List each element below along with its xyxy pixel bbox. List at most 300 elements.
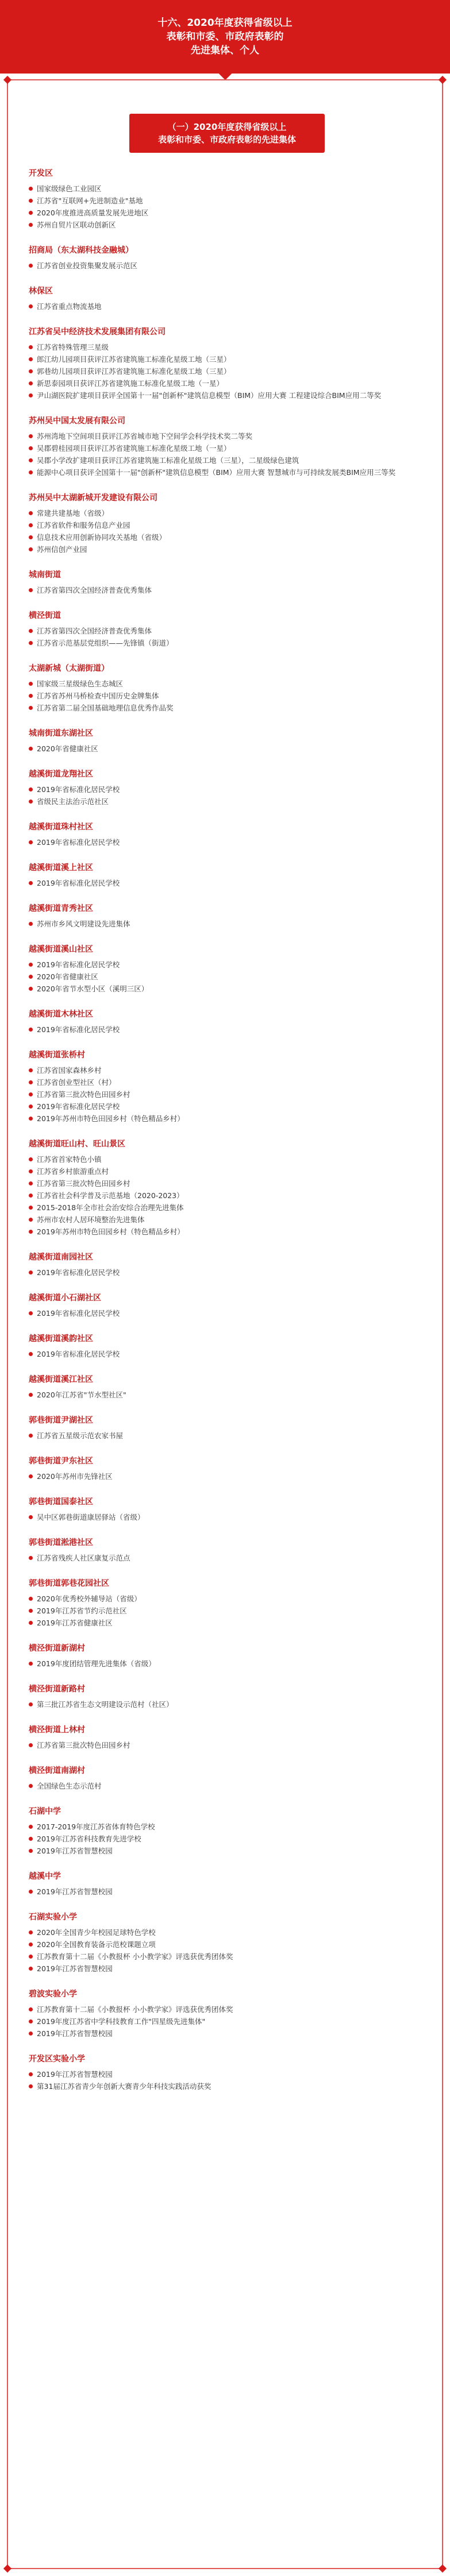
- frame-corner-decoration: [3, 76, 11, 84]
- award-item-text: 省级民主法治示范社区: [37, 797, 109, 806]
- award-item-text: 江苏教育第十二届《小教报杯 小小教学家》评选获优秀团体奖: [37, 1952, 233, 1961]
- award-item-text: 2019年江苏省健康社区: [37, 1619, 113, 1627]
- award-item-text: 尹山湖医院扩建项目获评全国第十一届"创新杯"建筑信息模型（BIM）应用大赛 工程建设综合BIM应用二等奖: [37, 391, 382, 400]
- award-group-title: 苏州吴中太湖新城开发建设有限公司: [29, 493, 157, 503]
- award-group-title: 石湖实验小学: [29, 1913, 77, 1922]
- award-group: [29, 568, 425, 596]
- bullet-dot-icon: [29, 470, 33, 474]
- award-group-title: 横泾街道新路村: [29, 1685, 85, 1694]
- bullet-dot-icon: [29, 1117, 33, 1121]
- bullet-dot-icon: [29, 264, 33, 268]
- bullet-dot-icon: [29, 1352, 33, 1356]
- award-item: [29, 1307, 425, 1319]
- award-group-title: 横泾街道新湖村: [29, 1644, 85, 1653]
- award-group-title: 越溪街道小石湖社区: [29, 1293, 101, 1303]
- bullet-dot-icon: [29, 1849, 33, 1853]
- award-item: [29, 2080, 425, 2092]
- award-item: [29, 795, 425, 808]
- award-item: [29, 1593, 425, 1605]
- award-item-text: 第31届江苏省青少年创新大赛青少年科技实践活动获奖: [37, 2082, 211, 2091]
- frame-corner-decoration: [3, 2565, 11, 2573]
- award-group-title: 江苏省吴中经济技术发展集团有限公司: [29, 327, 166, 337]
- award-group: [29, 491, 425, 555]
- award-item-text: 2019年省标准化居民学校: [37, 785, 120, 794]
- bullet-dot-icon: [29, 369, 33, 373]
- award-item: [29, 971, 425, 983]
- award-item-text: 江苏省示范基层党组织——先锋镇（街道）: [37, 639, 174, 647]
- bullet-dot-icon: [29, 458, 33, 462]
- award-item: [29, 1024, 425, 1036]
- page-header: [0, 0, 450, 74]
- bullet-dot-icon: [29, 1930, 33, 1934]
- award-item-text: 国家级三星级绿色生态城区: [37, 679, 124, 688]
- award-item: [29, 454, 425, 466]
- award-item: [29, 1226, 425, 1238]
- award-item-text: 2019年江苏省科技教育先进学校: [37, 1835, 141, 1843]
- award-item-text: 2019年省标准化居民学校: [37, 960, 120, 969]
- award-group: [29, 767, 425, 808]
- award-item-text: 2019年省标准化居民学校: [37, 879, 120, 887]
- bullet-dot-icon: [29, 2032, 33, 2036]
- award-group-title: 越溪街道张桥村: [29, 1051, 85, 1060]
- award-item-text: 新思泰园项目获评江苏省建筑施工标准化星级工地（一星）: [37, 379, 224, 388]
- award-item: [29, 1266, 425, 1279]
- award-group-title: 越溪街道龙翔社区: [29, 770, 93, 779]
- award-group: [29, 2052, 425, 2092]
- award-item-text: 江苏省第三批次特色田园乡村: [37, 1179, 130, 1188]
- frame-corner-decoration: [439, 2565, 447, 2573]
- bullet-dot-icon: [29, 1942, 33, 1947]
- award-item: [29, 430, 425, 442]
- award-item: [29, 637, 425, 649]
- bullet-dot-icon: [29, 1837, 33, 1841]
- award-item-text: 2020年省节水型小区（溪明三区）: [37, 984, 149, 993]
- bullet-dot-icon: [29, 682, 33, 686]
- award-item-text: 2019年江苏省智慧校园: [37, 2029, 113, 2038]
- award-group-title: 碧波实验小学: [29, 1990, 77, 1999]
- award-item: [29, 690, 425, 702]
- award-item-text: 江苏省残疾人社区康复示范点: [37, 1554, 130, 1562]
- award-item-text: 2019年江苏省智慧校园: [37, 1964, 113, 1973]
- bullet-dot-icon: [29, 1662, 33, 1666]
- bullet-dot-icon: [29, 787, 33, 791]
- bullet-dot-icon: [29, 1702, 33, 1706]
- award-item: [29, 1153, 425, 1165]
- award-item: [29, 1202, 425, 1214]
- award-item-text: 江苏省第四次全国经济普查优秀集体: [37, 627, 152, 635]
- bullet-dot-icon: [29, 1194, 33, 1198]
- award-item: [29, 1780, 425, 1792]
- award-item-text: 常建共建基地（省级）: [37, 509, 109, 517]
- award-item-text: 2019年省标准化居民学校: [37, 1025, 120, 1034]
- award-item-text: 江苏省创业投资集聚发展示范区: [37, 261, 138, 270]
- award-group: [29, 1048, 425, 1125]
- bullet-dot-icon: [29, 1104, 33, 1109]
- bullet-dot-icon: [29, 1169, 33, 1173]
- award-item-text: 吴中区郭巷街道康居驿站（省级）: [37, 1513, 145, 1521]
- award-group: [29, 1987, 425, 2040]
- bullet-dot-icon: [29, 547, 33, 551]
- award-item-text: 江苏教育第十二届《小教报杯 小小教学家》评选获优秀团体奖: [37, 2005, 233, 2014]
- award-group: [29, 1332, 425, 1360]
- award-item: [29, 1165, 425, 1177]
- section-banner-wrap: [29, 79, 425, 167]
- award-item-text: 江苏省第二届全国基础地理信息优秀作品奖: [37, 704, 174, 712]
- award-item: [29, 1076, 425, 1088]
- award-item-text: 2020年优秀校外辅导站（省级）: [37, 1594, 141, 1603]
- award-group: [29, 1870, 425, 1898]
- bullet-dot-icon: [29, 881, 33, 885]
- section-banner: [129, 114, 325, 153]
- bullet-dot-icon: [29, 629, 33, 633]
- award-item-text: 2019年苏州市特色田园乡村（特色精品乡村）: [37, 1114, 184, 1123]
- award-item-text: 2020年全国教育装备示范校课题立项: [37, 1940, 156, 1949]
- award-item-text: 全国绿色生态示范村: [37, 1782, 102, 1790]
- award-item-text: 江苏省五星级示范农家书屋: [37, 1431, 124, 1440]
- award-group: [29, 284, 425, 312]
- award-group-title: 郭巷街道尹东社区: [29, 1457, 93, 1466]
- award-item-text: 2020年苏州市先锋社区: [37, 1472, 113, 1481]
- award-item-text: 苏州市乡风文明建设先进集体: [37, 920, 130, 928]
- award-item: [29, 507, 425, 519]
- award-item: [29, 442, 425, 454]
- section-banner-line-1: （一）2020年度获得省级以上: [167, 122, 287, 132]
- award-group-title: 越溪街道溪山社区: [29, 945, 93, 954]
- award-item-text: 江苏省苏州马桥检查中国历史金牌集体: [37, 692, 159, 700]
- bullet-dot-icon: [29, 1181, 33, 1185]
- award-item: [29, 1113, 425, 1125]
- award-item: [29, 207, 425, 219]
- award-item: [29, 219, 425, 231]
- bullet-dot-icon: [29, 747, 33, 751]
- award-group: [29, 727, 425, 755]
- bullet-dot-icon: [29, 1230, 33, 1234]
- award-item-text: 江苏省第四次全国经济普查优秀集体: [37, 586, 152, 594]
- award-group: [29, 1007, 425, 1036]
- bullet-dot-icon: [29, 535, 33, 539]
- award-group-title: 郭巷街道国泰社区: [29, 1497, 93, 1507]
- award-item: [29, 2003, 425, 2015]
- award-group-title: 越溪街道南园社区: [29, 1253, 93, 1262]
- award-item: [29, 1552, 425, 1564]
- award-item: [29, 183, 425, 195]
- bullet-dot-icon: [29, 1270, 33, 1275]
- award-group-title: 横泾街道上林村: [29, 1725, 85, 1735]
- award-group-title: 石湖中学: [29, 1807, 61, 1816]
- bullet-dot-icon: [29, 1434, 33, 1438]
- award-group: [29, 1642, 425, 1670]
- award-item: [29, 1617, 425, 1629]
- bullet-dot-icon: [29, 446, 33, 450]
- content: [29, 79, 425, 2105]
- award-item-text: 2019年省标准化居民学校: [37, 838, 120, 847]
- bullet-dot-icon: [29, 963, 33, 967]
- award-item-text: 江苏省软件和服务信息产业园: [37, 521, 130, 530]
- award-group-title: 横泾街道: [29, 611, 61, 620]
- award-group: [29, 1373, 425, 1401]
- bullet-dot-icon: [29, 2019, 33, 2023]
- award-item: [29, 1088, 425, 1100]
- award-item: [29, 1214, 425, 1226]
- header-diamond-decoration: [218, 67, 232, 80]
- award-group-title: 越溪中学: [29, 1872, 61, 1881]
- award-item-text: 2019年江苏省节约示范社区: [37, 1606, 127, 1615]
- bullet-dot-icon: [29, 393, 33, 397]
- award-item-text: 苏州市农村人居环境整治先进集体: [37, 1215, 145, 1224]
- award-item-text: 2019年省标准化居民学校: [37, 1350, 120, 1358]
- award-item-text: 2019年度团结管理先进集体（省级）: [37, 1659, 156, 1668]
- award-group-title: 越溪街道青秀社区: [29, 904, 93, 913]
- award-group-title: 开发区: [29, 169, 53, 178]
- bullet-dot-icon: [29, 1028, 33, 1032]
- award-item: [29, 1698, 425, 1710]
- bullet-dot-icon: [29, 588, 33, 592]
- award-item-text: 苏州自贸片区联动创新区: [37, 221, 116, 229]
- award-item-text: 2020年省健康社区: [37, 744, 98, 753]
- award-item: [29, 625, 425, 637]
- award-item: [29, 1926, 425, 1938]
- award-group: [29, 414, 425, 478]
- award-item: [29, 300, 425, 312]
- bullet-dot-icon: [29, 975, 33, 979]
- bullet-dot-icon: [29, 1784, 33, 1788]
- award-group: [29, 1764, 425, 1792]
- award-item: [29, 918, 425, 930]
- bullet-dot-icon: [29, 523, 33, 527]
- award-item: [29, 1348, 425, 1360]
- award-group: [29, 1910, 425, 1975]
- award-item-text: 江苏省社会科学普及示范基地（2020-2023）: [37, 1191, 184, 1200]
- award-item: [29, 1845, 425, 1857]
- award-item: [29, 877, 425, 889]
- bullet-dot-icon: [29, 1157, 33, 1161]
- bullet-dot-icon: [29, 1080, 33, 1084]
- frame-corner-decoration: [439, 76, 447, 84]
- award-group-title: 横泾街道南湖村: [29, 1766, 85, 1775]
- award-item-text: 国家级绿色工业园区: [37, 184, 102, 193]
- award-item: [29, 1833, 425, 1845]
- award-group-title: 城南街道: [29, 570, 61, 580]
- bullet-dot-icon: [29, 1609, 33, 1613]
- award-item: [29, 1100, 425, 1113]
- award-item: [29, 377, 425, 389]
- award-item-text: 2019年江苏省智慧校园: [37, 1847, 113, 1855]
- award-item-text: 2020年度推进高质量发展先进地区: [37, 208, 149, 217]
- award-group: [29, 1291, 425, 1319]
- award-item-text: 江苏省重点物流基地: [37, 302, 102, 311]
- award-group-list: [29, 167, 425, 2092]
- award-group: [29, 1137, 425, 1238]
- award-item: [29, 1389, 425, 1401]
- bullet-dot-icon: [29, 1743, 33, 1747]
- award-item: [29, 531, 425, 543]
- award-item-text: 2020年全国青少年校园足球特色学校: [37, 1928, 156, 1937]
- award-item: [29, 353, 425, 365]
- award-item: [29, 1938, 425, 1951]
- award-item-text: 2017-2019年度江苏省体育特色学校: [37, 1822, 155, 1831]
- bullet-dot-icon: [29, 434, 33, 438]
- award-item: [29, 678, 425, 690]
- award-item-text: 第三批江苏省生态文明建设示范村（社区）: [37, 1700, 174, 1709]
- award-group: [29, 662, 425, 714]
- award-item: [29, 1605, 425, 1617]
- bullet-dot-icon: [29, 1311, 33, 1315]
- award-item: [29, 2068, 425, 2080]
- award-group-title: 林保区: [29, 287, 53, 296]
- bullet-dot-icon: [29, 511, 33, 515]
- award-item-text: 能源中心项目获评全国第十一届"创新杯"建筑信息模型（BIM）应用大赛 智慧城市与可持续发展类BIM应用三等奖: [37, 468, 396, 477]
- award-item: [29, 983, 425, 995]
- bullet-dot-icon: [29, 345, 33, 349]
- award-item: [29, 1189, 425, 1202]
- award-item: [29, 783, 425, 795]
- award-item-text: 2015-2018年全市社会治安综合治理先进集体: [37, 1203, 184, 1212]
- award-group: [29, 1723, 425, 1751]
- award-item: [29, 1430, 425, 1442]
- award-item: [29, 743, 425, 755]
- bullet-dot-icon: [29, 922, 33, 926]
- bullet-dot-icon: [29, 694, 33, 698]
- award-group-title: 越溪街道珠村社区: [29, 822, 93, 832]
- bullet-dot-icon: [29, 641, 33, 645]
- award-item: [29, 1470, 425, 1482]
- bullet-dot-icon: [29, 1092, 33, 1096]
- award-item-text: 2019年苏州市特色田园乡村（特色精品乡村）: [37, 1227, 184, 1236]
- award-item-text: 江苏省第三批次特色田园乡村: [37, 1741, 130, 1749]
- header-title-line-2: 表彰和市委、市政府表彰的: [166, 31, 284, 43]
- award-item: [29, 836, 425, 848]
- bullet-dot-icon: [29, 1597, 33, 1601]
- bullet-dot-icon: [29, 1515, 33, 1519]
- award-item-text: 郭巷幼儿园项目获评江苏省建筑施工标准化星级工地（三星）: [37, 367, 231, 376]
- bullet-dot-icon: [29, 1621, 33, 1625]
- bullet-dot-icon: [29, 211, 33, 215]
- award-item-text: 吴郡碧桂园项目获评江苏省建筑施工标准化星级工地（一星）: [37, 444, 231, 453]
- bullet-dot-icon: [29, 2072, 33, 2076]
- header-title-line-3: 先进集体、个人: [191, 45, 259, 56]
- award-group: [29, 325, 425, 401]
- award-group-title: 招商局（东太湖科技金融城）: [29, 246, 133, 255]
- bullet-dot-icon: [29, 2007, 33, 2011]
- bullet-dot-icon: [29, 987, 33, 991]
- award-item: [29, 1658, 425, 1670]
- award-item-text: 江苏省创业型社区（村）: [37, 1078, 116, 1087]
- award-item-text: 2019年省标准化居民学校: [37, 1102, 120, 1111]
- award-item-text: 江苏省首家特色小镇: [37, 1155, 102, 1164]
- award-item: [29, 341, 425, 353]
- award-group-title: 越溪街道木林社区: [29, 1010, 93, 1019]
- bullet-dot-icon: [29, 1068, 33, 1072]
- award-group: [29, 609, 425, 649]
- award-item: [29, 365, 425, 377]
- award-group: [29, 902, 425, 930]
- bullet-dot-icon: [29, 1393, 33, 1397]
- award-group: [29, 1536, 425, 1564]
- award-group: [29, 1495, 425, 1523]
- award-item: [29, 1951, 425, 1963]
- bullet-dot-icon: [29, 840, 33, 844]
- award-item: [29, 1177, 425, 1189]
- award-item: [29, 1064, 425, 1076]
- award-item: [29, 702, 425, 714]
- award-item-text: 苏州信创产业园: [37, 545, 87, 554]
- bullet-dot-icon: [29, 1890, 33, 1894]
- bullet-dot-icon: [29, 1218, 33, 1222]
- award-item: [29, 260, 425, 272]
- award-item-text: 江苏省特殊管理三星级: [37, 343, 109, 352]
- award-item: [29, 959, 425, 971]
- bullet-dot-icon: [29, 1474, 33, 1478]
- award-group-title: 苏州吴中国太发展有限公司: [29, 416, 125, 426]
- award-group-title: 越溪街道溪韵社区: [29, 1334, 93, 1343]
- award-group: [29, 244, 425, 272]
- award-group: [29, 943, 425, 995]
- header-title-line-1: 十六、2020年度获得省级以上: [157, 17, 293, 29]
- award-item-text: 苏州湾地下空间项目获评江苏省城市地下空间学会科学技术奖二等奖: [37, 432, 253, 441]
- bullet-dot-icon: [29, 1967, 33, 1971]
- award-item-text: 2019年江苏省智慧校园: [37, 1887, 113, 1896]
- award-group-title: 开发区实验小学: [29, 2054, 85, 2064]
- bullet-dot-icon: [29, 357, 33, 361]
- bullet-dot-icon: [29, 304, 33, 308]
- award-group-title: 郭巷街道淞港社区: [29, 1538, 93, 1547]
- award-item-text: 2020年省健康社区: [37, 972, 98, 981]
- bullet-dot-icon: [29, 1556, 33, 1560]
- award-item-text: 2019年省标准化居民学校: [37, 1309, 120, 1318]
- award-group-title: 越溪街道溪上社区: [29, 863, 93, 872]
- award-group-title: 郭巷街道尹湖社区: [29, 1416, 93, 1425]
- section-banner-line-2: 表彰和市委、市政府表彰的先进集体: [157, 134, 296, 145]
- bullet-dot-icon: [29, 199, 33, 203]
- bullet-dot-icon: [29, 1825, 33, 1829]
- award-group-title: 太湖新城（太湖街道）: [29, 664, 109, 673]
- award-item: [29, 1739, 425, 1751]
- bullet-dot-icon: [29, 187, 33, 191]
- bullet-dot-icon: [29, 381, 33, 385]
- award-item-text: 吴郡小学改扩建项目获评江苏省建筑施工标准化星级工地（三星），二星级绿色建筑: [37, 456, 299, 465]
- award-group: [29, 1413, 425, 1442]
- award-item-text: 信息技术应用创新协同攻关基地（省级）: [37, 533, 167, 542]
- award-item-text: 2020年江苏省"节水型社区": [37, 1391, 126, 1399]
- award-group: [29, 820, 425, 848]
- award-item: [29, 1963, 425, 1975]
- award-group: [29, 167, 425, 231]
- award-item: [29, 519, 425, 531]
- bullet-dot-icon: [29, 706, 33, 710]
- award-item-text: 2019年江苏省智慧校园: [37, 2070, 113, 2079]
- award-group-title: 城南街道东湖社区: [29, 729, 93, 738]
- bullet-dot-icon: [29, 2084, 33, 2088]
- award-item-text: 郎江幼儿园项目获评江苏省建筑施工标准化星级工地（三星）: [37, 355, 231, 364]
- award-item: [29, 195, 425, 207]
- award-group: [29, 1805, 425, 1857]
- award-item-text: 2019年度江苏省中学科技教育工作"四星级先进集体": [37, 2017, 206, 2026]
- award-group: [29, 1682, 425, 1710]
- award-item: [29, 584, 425, 596]
- award-group-title: 郭巷街道郭巷花园社区: [29, 1579, 109, 1588]
- award-item-text: 江苏省乡村旅游重点村: [37, 1167, 109, 1176]
- award-item: [29, 1886, 425, 1898]
- award-item: [29, 2015, 425, 2027]
- bullet-dot-icon: [29, 1955, 33, 1959]
- award-item-text: 江苏省国家森林乡村: [37, 1066, 102, 1075]
- award-group: [29, 1577, 425, 1629]
- award-item-text: 江苏省"互联网+先进制造业"基地: [37, 196, 143, 205]
- award-item-text: 2019年省标准化居民学校: [37, 1268, 120, 1277]
- award-group-title: 越溪街道旺山村、旺山景区: [29, 1140, 125, 1149]
- award-item: [29, 389, 425, 401]
- bullet-dot-icon: [29, 1206, 33, 1210]
